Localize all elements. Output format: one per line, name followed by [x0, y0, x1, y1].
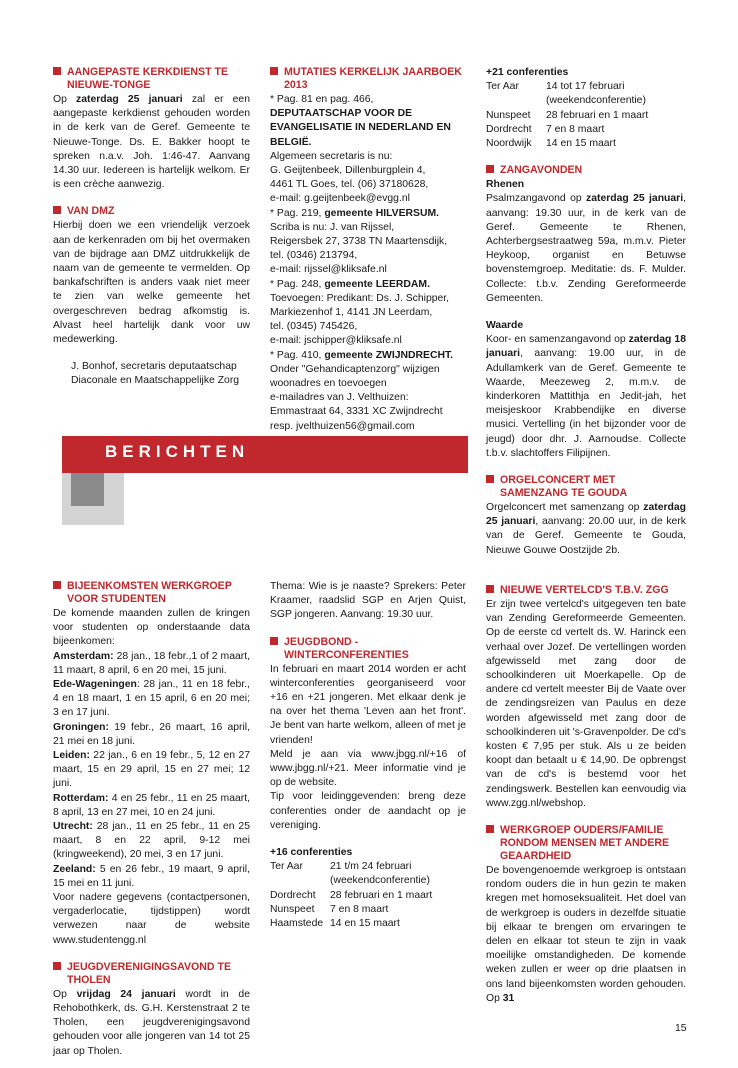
heading-werkgroep-studenten: BIJEENKOMSTEN WERKGROEP VOOR STUDENTEN: [53, 580, 250, 606]
paragraph-studenten-outro: Voor nadere gegevens (contactpersonen, vergaderlocatie, tijdstippen) wordt verwezen naar de website www.studentengg.nl: [53, 892, 250, 946]
decorative-dark-square: [71, 473, 104, 506]
text-line: Markiezenhof 1, 4141 JN Leerdam,: [270, 307, 433, 319]
heading-jeugdverenigingsavond: JEUGDVERENIGINGSAVOND TE THOLEN: [53, 961, 250, 987]
conf-place: Noordwijk: [486, 138, 532, 150]
list-item: Amsterdam: 28 jan., 18 febr.,1 of 2 maart, 11 maart, 8 april, 6 en 20 mei, 15 juni.: [53, 650, 250, 676]
paragraph-van-dmz: Hierbij doen we een vriendelijk verzoek aan de kerkenraden om bij het overmaken van de bijdrage aan DMZ uitdrukkelijk de naam van de gemeente te vermelden. Op bankafschriften is anders vaak niet meer te zien van welke gemeente het overgeschreven bedrag afkomstig is. Alvast heel hartelijk dank voor uw medewerking.: [53, 220, 250, 346]
conferences-16-title: +16 conferenties: [270, 847, 353, 859]
paragraph-jeugdbond-2: Meld je aan via www.jbgg.nl/+16 of www.jbgg.nl/+21. Meer informatie vind je op de website.: [270, 748, 466, 789]
heading-vertelcds: NIEUWE VERTELCD'S T.B.V. ZGG: [486, 584, 686, 597]
mutation-entry-3: * Pag. 248, gemeente LEERDAM.: [270, 278, 430, 290]
conf-date: 14 tot 17 februari (weekendconferentie): [546, 81, 646, 107]
conf-date: 28 februari en 1 maart: [546, 109, 649, 121]
conf-place: Ter Aar: [270, 861, 303, 873]
text-line: Scriba is nu: J. van Rijssel,: [270, 221, 395, 233]
paragraph-werkgroep-ouders: De bovengenoemde werkgroep is ontstaan rondom ouders die in hun gezin te maken kregen met homoseksualiteit. Het doel van de werkgroep is ouders in dezelfde situatie bij elkaar te brengen om ervaringen te delen en elkaar tot steun te zijn in vaak moeilijke omstandigheden. De komende weken zullen er weer op drie plaatsen in ons land bijeenkomsten worden gehouden. Op 31: [486, 864, 686, 1004]
list-item: Zeeland: 5 en 26 febr., 19 maart, 9 april, 15 mei en 11 juni.: [53, 863, 250, 889]
conf-date: 21 t/m 24 februari (weekendconferentie): [330, 861, 430, 887]
banner-title: BERICHTEN: [105, 442, 250, 461]
heading-zangavonden: ZANGAVONDEN: [486, 164, 686, 177]
text-line: woonadres en toevoegen: [270, 378, 387, 390]
mutation-entry-2: * Pag. 219, gemeente HILVERSUM.: [270, 207, 440, 219]
text-line: G. Geijtenbeek, Dillenburgplein 4,: [270, 165, 426, 177]
paragraph-jeugdverenigingsavond-start: Op vrijdag 24 januari wordt in de Rehobothkerk, ds. G.H. Kerstenstraat 2 te Tholen, een jeugdverenigingsavond gehouden voor alle jongeren van 14 tot 25 jaar op Tholen.: [53, 988, 250, 1057]
paragraph-vertelcds: Er zijn twee vertelcd's uitgegeven ten bate van Zending Gereformeerde Gemeenten. Op de eerste cd vertelt ds. W. Harinck een verhaal over Jozef. De vertellingen worden afgewisseld met zang door de schoolkinderen uit Moerkapelle. Op de andere cd vertelt meester Bij de Vaate over de zendingsreizen van Paulus en deze worden afgewisseld met zang door de schoolkinderen uit 's-Gravenpolder. De cd's kosten € 7,95 per stuk. Als u ze beiden koopt dan betaalt u € 14,90. De opbrengst van de cd's is bestemd voor het zendingswerk. Bestellen kan eenvoudig via www.zgg.nl/webshop.: [486, 598, 686, 809]
heading-aangepaste-kerkdienst: AANGEPASTE KERKDIENST TE NIEUWE-TONGE: [53, 66, 250, 92]
list-item: Rotterdam: 4 en 25 febr., 11 en 25 maart, 8 april, 13 en 27 mei, 10 en 24 juni.: [53, 792, 250, 818]
text-line: tel. (0346) 213794,: [270, 250, 358, 262]
conf-place: Dordrecht: [270, 889, 316, 901]
mutation-entry-4: * Pag. 410, gemeente ZWIJNDRECHT.: [270, 349, 454, 361]
column-3: [486, 66, 686, 1006]
text-line: resp. jvelthuizen56@gmail.com: [270, 420, 415, 432]
text-line: Onder "Gehandicaptenzorg" wijzigen: [270, 363, 440, 375]
signature-line-2: Diaconale en Maatschappelijke Zorg: [71, 375, 240, 387]
conf-date: 28 februari en 1 maart: [330, 889, 433, 901]
heading-werkgroep-ouders: WERKGROEP OUDERS/FAMILIE RONDOM MENSEN MET ANDERE GEAARDHEID: [486, 824, 686, 863]
heading-jeugdbond: JEUGDBOND - WINTERCONFERENTIES: [270, 636, 466, 662]
text-line: Toevoegen: Predikant: Ds. J. Schipper,: [270, 292, 450, 304]
list-item: Ede-Wageningen: 28 jan., 11 en 18 febr., 4 en 18 maart, 1 en 15 april, 6 en 20 mei; 3 en 17 juni.: [53, 679, 250, 719]
conf-date: 14 en 15 maart: [330, 918, 400, 930]
conferences-21-table: [486, 80, 686, 151]
column-2-bottom: [270, 580, 466, 931]
conf-place: Haamstede: [270, 918, 324, 930]
list-item: Utrecht: 28 jan., 11 en 25 febr., 11 en 25 maart, 8 en 22 april, 9-12 mei (kringweekend), 20 mei, 3 en 17 juni.: [53, 821, 250, 861]
mutation-entry-1: * Pag. 81 en pag. 466, DEPUTAATSCHAP VOOR DE EVANGELISATIE IN NEDERLAND EN BELGIË.: [270, 94, 451, 148]
conf-place: Ter Aar: [486, 81, 519, 93]
column-2-top: [270, 66, 466, 434]
conferences-16-table: [270, 860, 466, 931]
conferences-21-title: +21 conferenties: [486, 67, 569, 78]
list-item: Groningen: 19 febr., 26 maart, 16 april, 21 mei en 18 juni.: [53, 721, 250, 747]
table-row: [486, 80, 686, 108]
table-row: [270, 860, 466, 888]
paragraph-jeugdverenigingsavond-thema: Thema: Wie is je naaste? Sprekers: Peter Kraamer, raadslid SGP en Arjen Quist, SGP jongeren. Aanvang: 19.30 uur.: [270, 581, 466, 621]
table-row: [486, 123, 686, 137]
column-1-top: [53, 66, 250, 389]
conf-place: Nunspeet: [486, 109, 531, 121]
text-line: e-mail: rijssel@kliksafe.nl: [270, 264, 387, 276]
text-line: tel. (0345) 745426,: [270, 321, 358, 333]
text-line: e-mail: jschipper@kliksafe.nl: [270, 335, 402, 347]
paragraph-rhenen: Psalmzangavond op zaterdag 25 januari, aanvang: 19.30 uur, in de kerk van de Geref. Gemeente te Rhenen, Achterbergsestraatweg 59a, m.m.v. Pieter Heykoop, organist en Betuwse bovenstemgroep. Meditatie: ds. F. Mulder. Collecte: t.b.v. Zending Gereformeerde Gemeenten.: [486, 193, 686, 304]
conf-place: Dordrecht: [486, 123, 532, 135]
text-line: Reigersbek 27, 3738 TN Maartensdijk,: [270, 236, 448, 248]
paragraph-jeugdbond-3: Tip voor leidinggevenden: breng deze conferenties onder de aandacht op je vereniging.: [270, 791, 466, 831]
text-line: e-mail: g.geijtenbeek@evgg.nl: [270, 193, 410, 205]
list-item: Leiden: 22 jan., 6 en 19 febr., 5, 12 en 27 maart, 15 en 29 april, 15 en 27 mei; 12 juni.: [53, 750, 250, 790]
page-number: 15: [675, 1023, 687, 1034]
conf-date: 7 en 8 maart: [330, 903, 389, 915]
paragraph-studenten-intro: De komende maanden zullen de kringen voor studenten op onderstaande data bijeenkomen:: [53, 608, 250, 648]
heading-van-dmz: VAN DMZ: [53, 205, 250, 218]
subheading-rhenen: Rhenen: [486, 179, 525, 191]
table-row: [486, 137, 686, 151]
conf-date: 14 en 15 maart: [546, 138, 616, 150]
text-line: Emmastraat 64, 3331 XC Zwijndrecht: [270, 406, 443, 418]
paragraph-aangepaste-kerkdienst: Op zaterdag 25 januari zal er een aangepaste kerkdienst gehouden worden in de kerk van de Geref. Gemeente te Nieuwe-Tonge. Ds. E. Bakker hoopt te spreken n.a.v. Joh. 1:46-47. Aanvang 14.30 uur. Iedereen is hartelijk welkom. Er is een crèche aanwezig.: [53, 94, 250, 191]
text-line: 4461 TL Goes, tel. (06) 37180628,: [270, 179, 429, 191]
text-line: e-mailadres van J. Velthuizen:: [270, 392, 409, 404]
paragraph-waarde: Koor- en samenzangavond op zaterdag 18 januari, aanvang: 19.00 uur, in de Adullamkerk van de Geref. Gemeente te Waarde, Meezeweg 2, m.m.v. de kinderkoren Mattithja en Jedit-jah, het meisjeskoor Krabbendijke en diverse musici. Vertelling (in het bijzonder voor de jeugd) door dhr. J. Aarnoudse. Collecte t.b.v. slachtoffers Filipijnen.: [486, 334, 686, 459]
heading-orgelconcert: ORGELCONCERT MET SAMENZANG TE GOUDA: [486, 474, 686, 500]
paragraph-jeugdbond-1: In februari en maart 2014 worden er acht winterconferenties georganiseerd voor +16 en +21 jongeren. Met elkaar denk je na over het thema 'Leven aan het front'. Je bent van harte welkom, alleen of met je vrienden!: [270, 663, 466, 746]
table-row: [486, 109, 686, 123]
subheading-waarde: Waarde: [486, 320, 524, 332]
signature-line-1: J. Bonhof, secretaris deputaatschap: [71, 361, 237, 373]
conf-place: Nunspeet: [270, 903, 315, 915]
column-1-bottom: [53, 580, 250, 1059]
text-line: Algemeen secretaris is nu:: [270, 150, 393, 162]
table-row: [270, 917, 466, 931]
heading-mutaties-jaarboek: MUTATIES KERKELIJK JAARBOEK 2013: [270, 66, 466, 92]
table-row: [270, 889, 466, 903]
table-row: [270, 903, 466, 917]
conf-date: 7 en 8 maart: [546, 123, 605, 135]
paragraph-orgelconcert: Orgelconcert met samenzang op zaterdag 25 januari, aanvang: 20.00 uur, in de kerk van de Geref. Gemeente te Gouda, Nieuwe Gouwe Oostzijde 2b.: [486, 502, 686, 556]
